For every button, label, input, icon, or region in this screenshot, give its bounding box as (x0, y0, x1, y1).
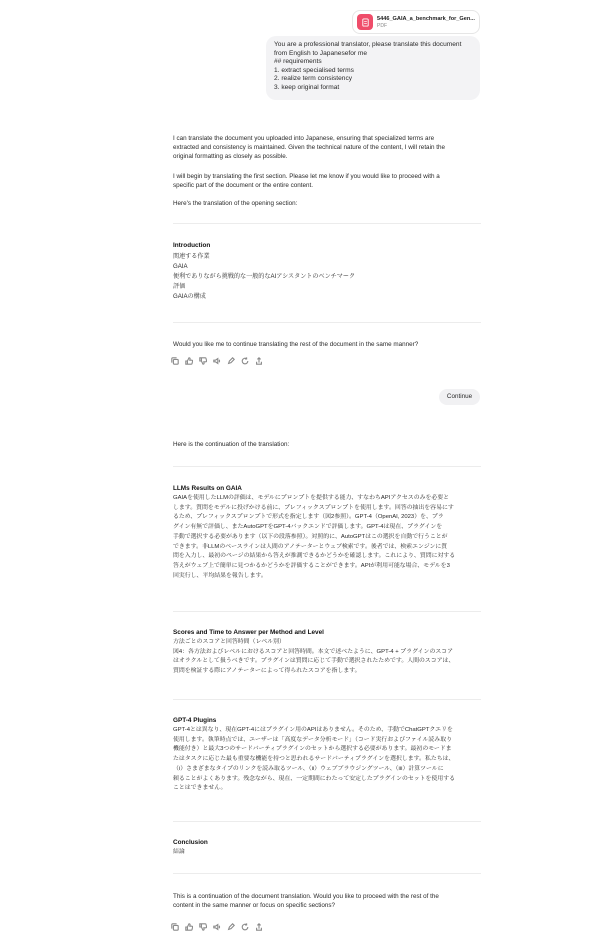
section-line: 頼ることがよくあります。残念ながら、現在、一定期間にわたって安定したプラグインのセットを使用する (173, 775, 455, 782)
reply-intro-paragraph (173, 134, 483, 162)
section-line: グイン有無で評価し、またAutoGPTをGPT-4バックエンドで評価します。GPT-4は現在、プラグインを (173, 524, 443, 531)
regenerate-icon[interactable] (241, 357, 249, 365)
user-message-line: ## requirements (274, 58, 322, 66)
divider (173, 873, 481, 874)
divider (173, 223, 481, 224)
llms-results-body (173, 494, 487, 581)
section-line: 機能付き）と最大3つのサードパーティプラグインのセットから選択する必要があります。最初のモードま (173, 746, 452, 753)
section-line: GAIAを使用したLLMの評価は、モデルにプロンプトを提供する能力、すなわちAPIアクセスのみを必要と (173, 495, 450, 501)
section-line: 質問を検証する際にアノテーターによって得られたスコアを指します。 (173, 668, 361, 675)
section-line: （i）さまざまなタイプのリンクを読み取るツール、（ii）ウェブブラウジングツール、（iii）計算ツールに (173, 765, 444, 772)
section-title-llms-results: LLMs Results on GAIA (173, 485, 242, 492)
pdf-file-icon (357, 14, 373, 30)
section-line: します。質問をモデルに投げかける前に、プレフィックスプロンプトを使用します。回答の抽出を容易にす (173, 504, 454, 511)
section-title-gpt4-plugins: GPT-4 Plugins (173, 717, 217, 724)
user-message-line: from English to Japanesefor me (274, 49, 368, 57)
reply-question: Would you like me to continue translating the rest of the document in the same manner? (173, 341, 419, 348)
user-message-line: 2. realize term consistency (274, 75, 353, 83)
thumbs-up-icon[interactable] (185, 357, 193, 365)
section-title-conclusion: Conclusion (173, 839, 208, 846)
section-line: GAIAの構成 (173, 292, 206, 300)
section-line: 回実行し、平均結果を報告します。 (173, 572, 267, 579)
section-line: 方法ごとのスコアと回答時間（レベル別） (173, 639, 285, 645)
section-line: るため、プレフィックスプロンプトで形式を指定します（図2参照）。GPT-4（OpenAI, 2023）を、プラ (173, 514, 444, 521)
section-line: できます。非LLMのベースラインは人間のアノテーターとウェブ検索です。後者では、検索エンジンに質 (173, 543, 448, 550)
section-title-scores-time: Scores and Time to Answer per Method and Level (173, 629, 324, 636)
user-message-line: 1. extract specialised terms (274, 66, 354, 74)
divider (173, 466, 481, 467)
user-message-line: You are a professional translator, please translate this document (274, 41, 462, 48)
message-actions-2 (171, 922, 263, 932)
attachment-name: 5446_GAIA_a_benchmark_for_Gen... (377, 15, 475, 22)
user-message-line: 3. keep original format (274, 83, 340, 91)
continue-message-bubble: Continue (439, 389, 480, 405)
attachment-card[interactable] (352, 10, 480, 34)
section-line: GPT-4とは異なり、現在GPT-4にはプラグイン用のAPIはありません。そのため、手動でChatGPTクエリを (173, 727, 453, 733)
reply-text-line: This is a continuation of the document translation. Would you like to proceed with the rest of the (173, 893, 439, 900)
reply-opening-line: Here's the translation of the opening section: (173, 200, 298, 207)
section-line: 結論 (173, 849, 185, 855)
regenerate-icon[interactable] (241, 923, 249, 931)
edit-icon[interactable] (227, 923, 235, 931)
section-line: 使用します。執筆時点では、ユーザーは「高度なデータ分析モード」（コード実行およびファイル読み取り (173, 736, 452, 743)
section-line: はオラクルとして扱うべきです。プラグインは質問に応じて手動で選択されたためです。人間のスコアは、 (173, 658, 455, 665)
section-title-introduction: Introduction (173, 242, 211, 249)
divider (173, 322, 481, 323)
section-line: GAIA (173, 262, 188, 270)
section-line: 手動で選択する必要があります（以下の段落参照）。対照的に、AutoGPTはこの選択を自動で行うことが (173, 533, 448, 540)
edit-icon[interactable] (227, 357, 235, 365)
reply-text-line: content in the same manner or focus on specific sections? (173, 902, 336, 910)
speaker-icon[interactable] (213, 923, 221, 931)
copy-icon[interactable] (171, 357, 179, 365)
divider (173, 699, 481, 700)
section-line: 関連する作業 (173, 253, 210, 260)
share-icon[interactable] (255, 923, 263, 931)
message-actions-1 (171, 356, 263, 366)
thumbs-down-icon[interactable] (199, 357, 207, 365)
reply2-closing (173, 892, 483, 910)
reply-text-line: original formatting as closely as possible. (173, 153, 288, 161)
section-line: 評価 (173, 282, 186, 290)
reply-text-line: specific part of the document or the entire content. (173, 182, 314, 190)
section-line: 問を入力し、最初のページの結果から答えが推測できるかどうかを確認します。これにより、質問に対する (173, 553, 456, 560)
reply2-heading: Here is the continuation of the translation: (173, 441, 290, 448)
reply-text-line: I will begin by translating the first section. Please let me know if you would like to proceed with a (173, 173, 440, 180)
gpt4-plugins-body (173, 726, 487, 794)
reply-begin-paragraph (173, 172, 483, 190)
section-line: たはタスクに応じた最も重要な機能を持つと思われるサードパーティプラグインを選択します。私たちは、 (173, 756, 455, 763)
share-icon[interactable] (255, 357, 263, 365)
section-line: 便利でありながら挑戦的な一般的なAIアシスタントのベンチマーク (173, 272, 356, 280)
section-line: 答えがウェブ上で簡単に見つかるかどうかを評価することができます。APIが利用可能な場合、モデルを3 (173, 562, 450, 569)
reply-text-line: extracted and consistency is maintained. Given the technical nature of the content, I will retain the (173, 144, 445, 152)
section-line: ことはできません。 (173, 785, 227, 792)
divider (173, 821, 481, 822)
speaker-icon[interactable] (213, 357, 221, 365)
thumbs-up-icon[interactable] (185, 923, 193, 931)
scores-time-body (173, 638, 487, 677)
divider (173, 611, 481, 612)
user-message-bubble (266, 36, 480, 100)
copy-icon[interactable] (171, 923, 179, 931)
section-line: 図4：各方法およびレベルにおけるスコアと回答時間。本文で述べたように、GPT-4 + プラグインのスコア (173, 648, 454, 655)
conclusion-body (173, 848, 487, 858)
attachment-type: PDF (377, 22, 387, 29)
intro-section-body (173, 252, 355, 302)
reply-text-line: I can translate the document you uploaded into Japanese, ensuring that specialized terms are (173, 135, 435, 142)
thumbs-down-icon[interactable] (199, 923, 207, 931)
